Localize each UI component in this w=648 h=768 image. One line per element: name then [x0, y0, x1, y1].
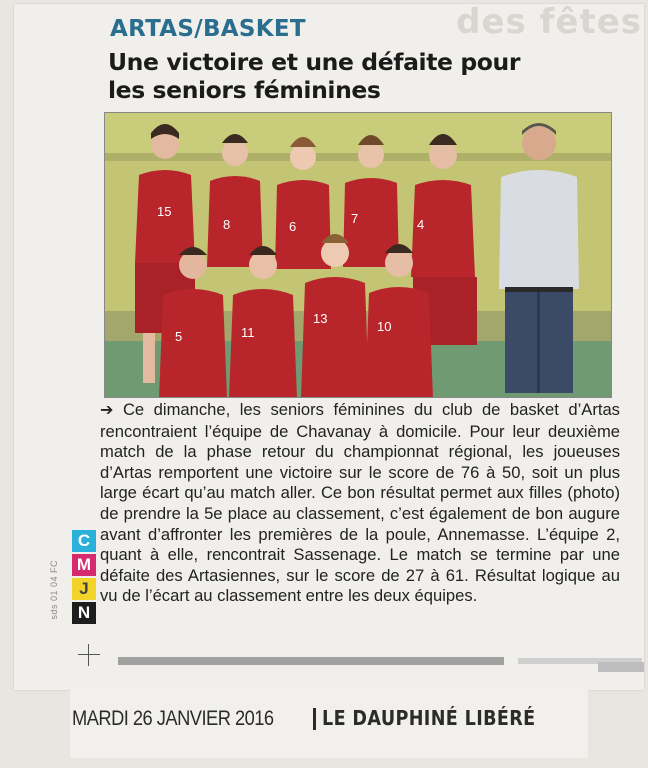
newspaper-footer — [72, 706, 536, 731]
cmjn-black: N — [72, 602, 96, 624]
masthead-ghost-text: des fêtes — [456, 2, 642, 42]
jersey-number-10: 10 — [377, 319, 392, 334]
team-photo — [104, 112, 612, 398]
jersey-number-7: 7 — [351, 211, 359, 226]
issue-date: MARDI 26 JANVIER 2016 — [72, 706, 274, 730]
jersey-number-6: 6 — [289, 219, 297, 234]
jersey-number-13: 13 — [313, 311, 328, 326]
team-photo-illustration — [105, 113, 612, 398]
jersey-number-11: 11 — [241, 325, 255, 340]
margin-note: sds 01 04 FC — [49, 560, 59, 620]
jersey-number-4: 4 — [417, 217, 425, 232]
arrow-right-icon: ➔ — [100, 402, 114, 419]
article-body — [100, 400, 620, 607]
print-rule-bar — [118, 657, 504, 665]
print-rule-bar-tertiary — [598, 662, 644, 672]
jersey-number-8: 8 — [223, 217, 231, 232]
jersey-number-15: 15 — [157, 204, 172, 219]
newspaper-name: LE DAUPHINÉ LIBÉRÉ — [322, 706, 536, 730]
footer-separator — [313, 708, 316, 730]
jersey-number-5: 5 — [175, 329, 183, 344]
cmjn-yellow: J — [72, 578, 96, 600]
article-headline: Une victoire et une défaite pour les seniors féminines — [108, 48, 521, 104]
article-body-text: Ce dimanche, les seniors féminines du club de basket d’Artas rencontraient l’équipe de Chavanay à domicile. Pour leur deuxième match de la phase retour du championnat régional, les joueuses d’Artas remportent une victoire sur le score de 76 à 50, soit un plus large écart qu’au match aller. Ce bon résultat permet aux filles (photo) de prendre la 5e place au classement, c’est également de bon augure avant d’affronter les premières de la poule, Annemasse. L’équipe 2, quant à elle, rencontrait Sassenage. Le match se termine par une défaite des Artasiennes, sur le score de 27 à 61. Résultat logique au vu de l’écart au classement entre les deux équipes. — [100, 400, 620, 606]
cmjn-color-marks — [72, 530, 98, 626]
cmjn-magenta: M — [72, 554, 96, 576]
registration-cross-icon — [78, 644, 100, 666]
cmjn-cyan: C — [72, 530, 96, 552]
article-kicker: ARTAS/BASKET — [110, 16, 306, 42]
